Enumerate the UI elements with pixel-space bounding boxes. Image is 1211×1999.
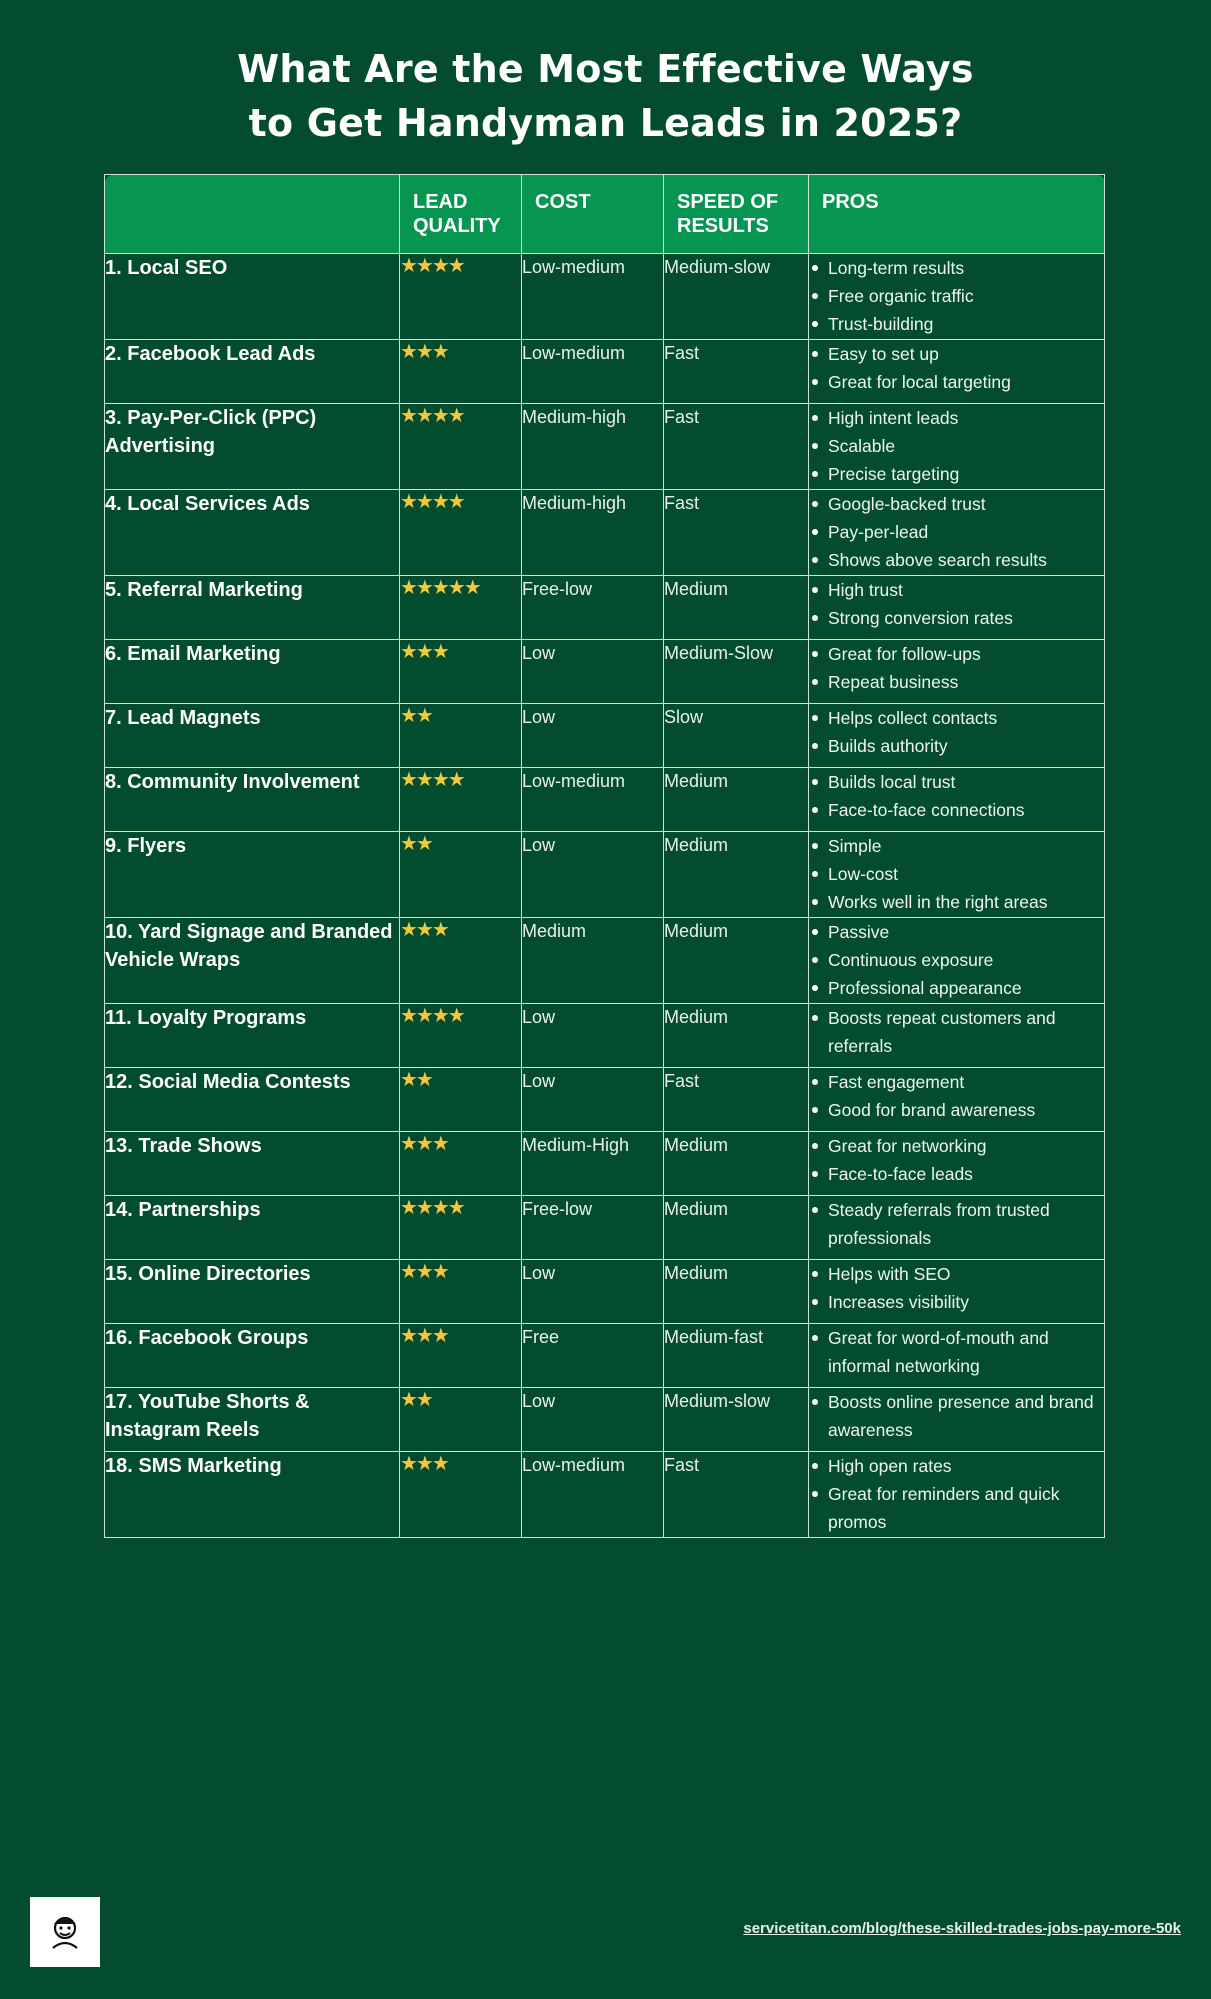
table-row bbox=[105, 1260, 1105, 1324]
pros-cell bbox=[809, 1132, 1105, 1196]
cost-cell: Low-medium bbox=[522, 340, 664, 404]
method-name: 11. Loyalty Programs bbox=[105, 1004, 400, 1068]
pros-item: Works well in the right areas bbox=[809, 888, 1104, 916]
pros-item: Face-to-face connections bbox=[809, 796, 1104, 824]
pros-item: Builds authority bbox=[809, 732, 1104, 760]
pros-list bbox=[809, 490, 1104, 574]
method-name: 6. Email Marketing bbox=[105, 640, 400, 704]
table-row bbox=[105, 1132, 1105, 1196]
table-row bbox=[105, 490, 1105, 576]
pros-list bbox=[809, 832, 1104, 916]
pros-cell bbox=[809, 704, 1105, 768]
cost-cell: Low bbox=[522, 832, 664, 918]
lead-quality-stars: ★★ bbox=[400, 1068, 522, 1132]
cost-cell: Low bbox=[522, 704, 664, 768]
speed-cell: Fast bbox=[664, 1452, 809, 1538]
handyman-mascot-icon bbox=[45, 1912, 85, 1952]
table-row bbox=[105, 1004, 1105, 1068]
method-name: 8. Community Involvement bbox=[105, 768, 400, 832]
pros-item: Boosts repeat customers and referrals bbox=[809, 1004, 1104, 1060]
method-name: 12. Social Media Contests bbox=[105, 1068, 400, 1132]
table-row bbox=[105, 704, 1105, 768]
method-name: 2. Facebook Lead Ads bbox=[105, 340, 400, 404]
pros-cell bbox=[809, 490, 1105, 576]
pros-item: Strong conversion rates bbox=[809, 604, 1104, 632]
speed-cell: Medium-Slow bbox=[664, 640, 809, 704]
header-speed: SPEED OF RESULTS bbox=[664, 175, 809, 254]
logo bbox=[30, 1897, 100, 1967]
speed-cell: Medium bbox=[664, 1260, 809, 1324]
pros-item: Builds local trust bbox=[809, 768, 1104, 796]
pros-list bbox=[809, 1196, 1104, 1252]
pros-list bbox=[809, 576, 1104, 632]
method-name: 16. Facebook Groups bbox=[105, 1324, 400, 1388]
pros-list bbox=[809, 1132, 1104, 1188]
method-name: 3. Pay-Per-Click (PPC) Advertising bbox=[105, 404, 400, 490]
cost-cell: Free bbox=[522, 1324, 664, 1388]
pros-item: Helps with SEO bbox=[809, 1260, 1104, 1288]
pros-item: Repeat business bbox=[809, 668, 1104, 696]
method-name: 1. Local SEO bbox=[105, 254, 400, 340]
lead-quality-stars: ★★★ bbox=[400, 1260, 522, 1324]
pros-cell bbox=[809, 340, 1105, 404]
cost-cell: Low-medium bbox=[522, 768, 664, 832]
method-name: 4. Local Services Ads bbox=[105, 490, 400, 576]
pros-cell bbox=[809, 1388, 1105, 1452]
pros-list bbox=[809, 704, 1104, 760]
lead-quality-stars: ★★★ bbox=[400, 1452, 522, 1538]
lead-quality-stars: ★★★★ bbox=[400, 404, 522, 490]
pros-item: Long-term results bbox=[809, 254, 1104, 282]
table-body bbox=[105, 254, 1105, 1538]
pros-item: Easy to set up bbox=[809, 340, 1104, 368]
pros-item: Great for follow-ups bbox=[809, 640, 1104, 668]
lead-quality-stars: ★★★ bbox=[400, 340, 522, 404]
speed-cell: Medium bbox=[664, 832, 809, 918]
source-link[interactable]: servicetitan.com/blog/these-skilled-trades-jobs-pay-more-50k bbox=[743, 1920, 1181, 1937]
pros-item: Continuous exposure bbox=[809, 946, 1104, 974]
pros-cell bbox=[809, 1004, 1105, 1068]
pros-cell bbox=[809, 640, 1105, 704]
speed-cell: Medium bbox=[664, 768, 809, 832]
table-row bbox=[105, 640, 1105, 704]
pros-cell bbox=[809, 832, 1105, 918]
cost-cell: Low bbox=[522, 1068, 664, 1132]
table-row bbox=[105, 340, 1105, 404]
lead-quality-stars: ★★★★ bbox=[400, 1004, 522, 1068]
speed-cell: Fast bbox=[664, 340, 809, 404]
pros-item: Scalable bbox=[809, 432, 1104, 460]
method-name: 15. Online Directories bbox=[105, 1260, 400, 1324]
pros-list bbox=[809, 254, 1104, 338]
title-line-1: What Are the Most Effective Ways bbox=[237, 47, 974, 91]
pros-cell bbox=[809, 1196, 1105, 1260]
pros-item: Face-to-face leads bbox=[809, 1160, 1104, 1188]
table-row bbox=[105, 1196, 1105, 1260]
method-name: 18. SMS Marketing bbox=[105, 1452, 400, 1538]
speed-cell: Fast bbox=[664, 404, 809, 490]
speed-cell: Medium bbox=[664, 918, 809, 1004]
lead-quality-stars: ★★ bbox=[400, 832, 522, 918]
speed-cell: Medium-slow bbox=[664, 1388, 809, 1452]
pros-item: Passive bbox=[809, 918, 1104, 946]
pros-item: High trust bbox=[809, 576, 1104, 604]
pros-cell bbox=[809, 254, 1105, 340]
lead-quality-stars: ★★★ bbox=[400, 640, 522, 704]
method-name: 7. Lead Magnets bbox=[105, 704, 400, 768]
pros-item: Increases visibility bbox=[809, 1288, 1104, 1316]
pros-item: Helps collect contacts bbox=[809, 704, 1104, 732]
table-row bbox=[105, 1068, 1105, 1132]
method-name: 10. Yard Signage and Branded Vehicle Wraps bbox=[105, 918, 400, 1004]
lead-methods-table bbox=[104, 174, 1105, 1538]
pros-item: Great for word-of-mouth and informal networking bbox=[809, 1324, 1104, 1380]
pros-item: Google-backed trust bbox=[809, 490, 1104, 518]
pros-item: Professional appearance bbox=[809, 974, 1104, 1002]
cost-cell: Low bbox=[522, 640, 664, 704]
table-header-row bbox=[105, 175, 1105, 254]
header-cost: COST bbox=[522, 175, 664, 254]
pros-item: Great for reminders and quick promos bbox=[809, 1480, 1104, 1536]
pros-cell bbox=[809, 576, 1105, 640]
table-row bbox=[105, 918, 1105, 1004]
pros-list bbox=[809, 1068, 1104, 1124]
speed-cell: Medium-fast bbox=[664, 1324, 809, 1388]
pros-cell bbox=[809, 1452, 1105, 1538]
method-name: 14. Partnerships bbox=[105, 1196, 400, 1260]
lead-quality-stars: ★★★★ bbox=[400, 1196, 522, 1260]
lead-quality-stars: ★★★★★ bbox=[400, 576, 522, 640]
cost-cell: Low bbox=[522, 1260, 664, 1324]
pros-item: Precise targeting bbox=[809, 460, 1104, 488]
pros-item: Great for networking bbox=[809, 1132, 1104, 1160]
pros-cell bbox=[809, 768, 1105, 832]
lead-quality-stars: ★★★★ bbox=[400, 768, 522, 832]
header-pros: PROS bbox=[809, 175, 1105, 254]
lead-quality-stars: ★★ bbox=[400, 704, 522, 768]
header-method bbox=[105, 175, 400, 254]
pros-item: Simple bbox=[809, 832, 1104, 860]
pros-item: High intent leads bbox=[809, 404, 1104, 432]
method-name: 5. Referral Marketing bbox=[105, 576, 400, 640]
speed-cell: Fast bbox=[664, 1068, 809, 1132]
table-row bbox=[105, 832, 1105, 918]
pros-list bbox=[809, 1452, 1104, 1536]
pros-list bbox=[809, 1004, 1104, 1060]
cost-cell: Low-medium bbox=[522, 1452, 664, 1538]
method-name: 13. Trade Shows bbox=[105, 1132, 400, 1196]
pros-item: Pay-per-lead bbox=[809, 518, 1104, 546]
pros-item: High open rates bbox=[809, 1452, 1104, 1480]
pros-item: Boosts online presence and brand awareness bbox=[809, 1388, 1104, 1444]
speed-cell: Medium bbox=[664, 1004, 809, 1068]
pros-cell bbox=[809, 1324, 1105, 1388]
title-line-2: to Get Handyman Leads in 2025? bbox=[248, 101, 963, 145]
method-name: 17. YouTube Shorts & Instagram Reels bbox=[105, 1388, 400, 1452]
pros-cell bbox=[809, 1068, 1105, 1132]
header-lead-quality: LEAD QUALITY bbox=[400, 175, 522, 254]
lead-quality-stars: ★★ bbox=[400, 1388, 522, 1452]
table-row bbox=[105, 768, 1105, 832]
pros-item: Trust-building bbox=[809, 310, 1104, 338]
pros-item: Good for brand awareness bbox=[809, 1096, 1104, 1124]
cost-cell: Medium bbox=[522, 918, 664, 1004]
page-title bbox=[0, 42, 1211, 150]
cost-cell: Medium-high bbox=[522, 404, 664, 490]
pros-list bbox=[809, 640, 1104, 696]
lead-quality-stars: ★★★ bbox=[400, 1132, 522, 1196]
pros-list bbox=[809, 918, 1104, 1002]
pros-item: Free organic traffic bbox=[809, 282, 1104, 310]
pros-list bbox=[809, 404, 1104, 488]
method-name: 9. Flyers bbox=[105, 832, 400, 918]
pros-list bbox=[809, 1388, 1104, 1444]
lead-quality-stars: ★★★ bbox=[400, 1324, 522, 1388]
cost-cell: Low bbox=[522, 1388, 664, 1452]
table-row bbox=[105, 576, 1105, 640]
pros-item: Low-cost bbox=[809, 860, 1104, 888]
pros-cell bbox=[809, 918, 1105, 1004]
pros-list bbox=[809, 1324, 1104, 1380]
pros-item: Fast engagement bbox=[809, 1068, 1104, 1096]
lead-quality-stars: ★★★★ bbox=[400, 490, 522, 576]
lead-quality-stars: ★★★ bbox=[400, 918, 522, 1004]
cost-cell: Medium-High bbox=[522, 1132, 664, 1196]
cost-cell: Free-low bbox=[522, 576, 664, 640]
table-row bbox=[105, 1388, 1105, 1452]
speed-cell: Medium bbox=[664, 1196, 809, 1260]
table-row bbox=[105, 1452, 1105, 1538]
speed-cell: Fast bbox=[664, 490, 809, 576]
pros-cell bbox=[809, 404, 1105, 490]
cost-cell: Low bbox=[522, 1004, 664, 1068]
pros-cell bbox=[809, 1260, 1105, 1324]
table-row bbox=[105, 1324, 1105, 1388]
cost-cell: Medium-high bbox=[522, 490, 664, 576]
pros-list bbox=[809, 1260, 1104, 1316]
pros-item: Great for local targeting bbox=[809, 368, 1104, 396]
speed-cell: Medium-slow bbox=[664, 254, 809, 340]
table-row bbox=[105, 254, 1105, 340]
speed-cell: Medium bbox=[664, 576, 809, 640]
cost-cell: Low-medium bbox=[522, 254, 664, 340]
speed-cell: Slow bbox=[664, 704, 809, 768]
lead-quality-stars: ★★★★ bbox=[400, 254, 522, 340]
pros-item: Shows above search results bbox=[809, 546, 1104, 574]
pros-item: Steady referrals from trusted professionals bbox=[809, 1196, 1104, 1252]
table-row bbox=[105, 404, 1105, 490]
cost-cell: Free-low bbox=[522, 1196, 664, 1260]
pros-list bbox=[809, 340, 1104, 396]
speed-cell: Medium bbox=[664, 1132, 809, 1196]
pros-list bbox=[809, 768, 1104, 824]
